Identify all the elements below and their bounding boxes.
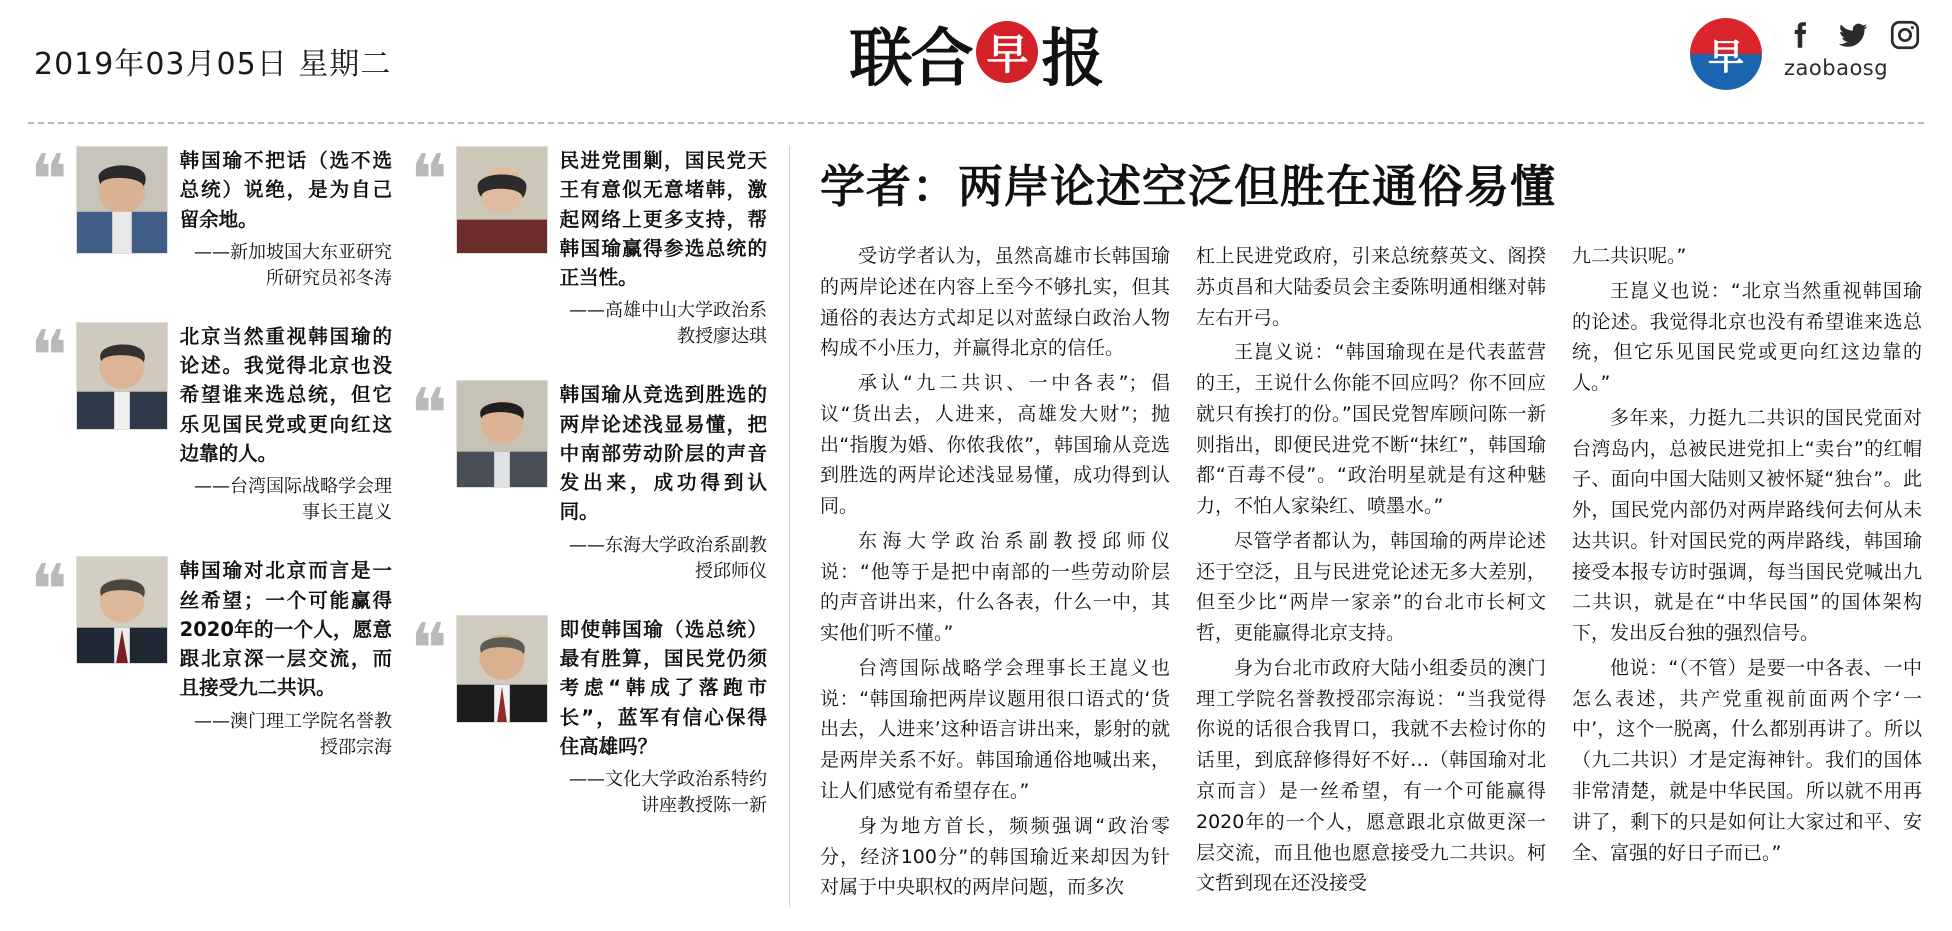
masthead — [0, 0, 1952, 122]
quote-card — [410, 373, 767, 584]
quote-attribution: ——澳门理工学院名誉教授邵宗海 — [194, 710, 392, 758]
logo-text-left: 联合 — [849, 22, 972, 95]
quote-attribution: ——新加坡国大东亚研究所研究员祁冬涛 — [194, 241, 392, 289]
quote-attribution: ——高雄中山大学政治系教授廖达琪 — [569, 300, 767, 348]
quote-card — [410, 139, 767, 350]
portrait-photo — [76, 146, 168, 254]
quote-mark-icon: ❝ — [30, 549, 68, 632]
paragraph: 身为台北市政府大陆小组委员的澳门理工学院名誉教授邵宗海说：“当我觉得你说的话很合我胃口，我就不去检讨你的话里，到底辞修得好不好…（韩国瑜对北京而言）是一丝希望，有一个可能赢得2020年的一个人，愿意跟北京做更深一层交流，而且他也愿意接受九二共识。柯文哲到现在还没接受 — [1196, 656, 1546, 895]
paragraph: 承认“九二共识、一中各表”；倡议“货出去，人进来，高雄发大财”；抛出“指腹为婚、你侬我侬”，韩国瑜从竞选到胜选的两岸论述浅显易懂，成功得到认同。 — [820, 372, 1170, 518]
social-links — [1690, 18, 1922, 90]
quote-text: 韩国瑜对北京而言是一丝希望；一个可能赢得2020年的一个人，愿意跟北京深一层交流，而且接受九二共识。 — [179, 559, 392, 700]
quote-card — [30, 139, 392, 292]
paragraph: 杠上民进党政府，引来总统蔡英文、阁揆苏贞昌和大陆委员会主委陈明通相继对韩左右开弓。 — [1196, 245, 1546, 329]
quote-attribution: ——台湾国际战略学会理事长王崑义 — [194, 476, 392, 524]
quote-text: 民进党围剿，国民党天王有意似无意堵韩，激起网络上更多支持，帮韩国瑜赢得参选总统的正当性。 — [559, 149, 767, 289]
quote-mark-icon: ❝ — [30, 314, 68, 397]
quote-text: 即使韩国瑜（选总统）最有胜算，国民党仍须考虑“韩成了落跑市长”，蓝军有信心保得住高雄吗？ — [559, 617, 767, 758]
quote-mark-icon: ❝ — [410, 373, 448, 456]
zaobao-roundel: 早 — [1690, 18, 1762, 90]
facebook-icon[interactable] — [1784, 18, 1818, 52]
quote-text: 韩国瑜从竞选到胜选的两岸论述浅显易懂，把中南部劳动阶层的声音发出来，成功得到认同。 — [559, 383, 767, 524]
article-column-1 — [820, 241, 1170, 907]
quote-mark-icon: ❝ — [30, 139, 68, 221]
paragraph: 王崑义说：“韩国瑜现在是代表蓝营的王，王说什么你能不回应吗？你不回应就只有挨打的份。”国民党智库顾问陈一新则指出，即便民进党不断“抹红”，韩国瑜都“百毒不侵”。“政治明星就是有这种魅力，不怕人家染红、喷墨水。” — [1196, 341, 1546, 518]
quote-mark-icon: ❝ — [410, 607, 448, 690]
quote-attribution: ——东海大学政治系副教授邱师仪 — [569, 534, 767, 582]
article-columns — [820, 241, 1922, 907]
quote-column-1 — [30, 139, 410, 907]
logo-badge: 早 — [976, 21, 1038, 83]
paragraph: 九二共识呢。” — [1572, 245, 1687, 267]
quote-text: 北京当然重视韩国瑜的论述。我觉得北京也没希望谁来选总统，但它乐见国民党或更向红这边靠的人。 — [179, 324, 392, 465]
paragraph: 身为地方首长，频频强调“政治零分，经济100分”的韩国瑜近来却因为针对属于中央职权的两岸问题，而多次 — [820, 814, 1170, 899]
quote-card — [30, 549, 392, 760]
quote-mark-icon: ❝ — [410, 139, 448, 221]
quote-column-2 — [410, 139, 790, 907]
paragraph: 尽管学者都认为，韩国瑜的两岸论述还于空泛，且与民进党论述无多大差别，但至少比“两岸一家亲”的台北市长柯文哲，更能赢得北京支持。 — [1196, 529, 1546, 645]
quote-text: 韩国瑜不把话（选不选总统）说绝，是为自己留余地。 — [179, 149, 392, 231]
social-handle: zaobaosg — [1784, 56, 1889, 80]
paragraph: 东海大学政治系副教授邱师仪说：“他等于是把中南部的一些劳动阶层的声音讲出来，什么各表，什么一中，其实他们听不懂。” — [820, 529, 1170, 645]
paragraph: 他说：“（不管）是要一中各表、一中怎么表述，共产党重视前面两个字‘一中’，这个一脱离，什么都别再讲了。所以（九二共识）才是定海神针。我们的国体非常清楚，就是中华民国。所以就不用再讲了，剩下的只是如何让大家过和平、安全、富强的好日子而已。” — [1572, 656, 1922, 864]
portrait-photo — [76, 556, 168, 664]
page-title: 学者：两岸论述空泛但胜在通俗易懂 — [820, 160, 1557, 213]
page-body — [0, 124, 1952, 907]
paragraph: 台湾国际战略学会理事长王崑义也说：“韩国瑜把两岸议题用很口语式的‘货出去，人进来’这种语言讲出来，影射的就是两岸关系不好。韩国瑜通俗地喊出来，让人们感觉有希望存在。” — [820, 656, 1170, 803]
paragraph: 多年来，力挺九二共识的国民党面对台湾岛内，总被民进党扣上“卖台”的红帽子、面向中国大陆则又被怀疑“独台”。此外，国民党内部仍对两岸路线何去何从未达共识。针对国民党的两岸路线，韩国瑜接受本报专访时强调，每当国民党喊出九二共识，就是在“中华民国”的国体架构下，发出反台独的强烈信号。 — [1572, 406, 1922, 645]
logo-text-right: 报 — [1041, 22, 1103, 95]
article — [790, 146, 1922, 907]
paragraph: 王崑义也说：“北京当然重视韩国瑜的论述。我觉得北京也没有希望谁来选总统，但它乐见国民党或更向红这边靠的人。” — [1572, 279, 1922, 395]
instagram-icon[interactable] — [1888, 18, 1922, 52]
article-column-2 — [1196, 241, 1546, 907]
quote-card — [30, 314, 392, 526]
portrait-photo — [456, 380, 548, 488]
article-column-3 — [1572, 241, 1922, 907]
publication-date: 2019年03月05日 星期二 — [34, 47, 392, 82]
paragraph: 受访学者认为，虽然高雄市长韩国瑜的两岸论述在内容上至今不够扎实，但其通俗的表达方式却足以对蓝绿白政治人物构成不小压力，并赢得北京的信任。 — [820, 245, 1170, 360]
portrait-photo — [456, 615, 548, 723]
twitter-icon[interactable] — [1836, 18, 1870, 52]
quote-attribution: ——文化大学政治系特约讲座教授陈一新 — [569, 769, 767, 817]
portrait-photo — [76, 322, 168, 430]
quote-card — [410, 607, 767, 819]
portrait-photo — [456, 146, 548, 254]
